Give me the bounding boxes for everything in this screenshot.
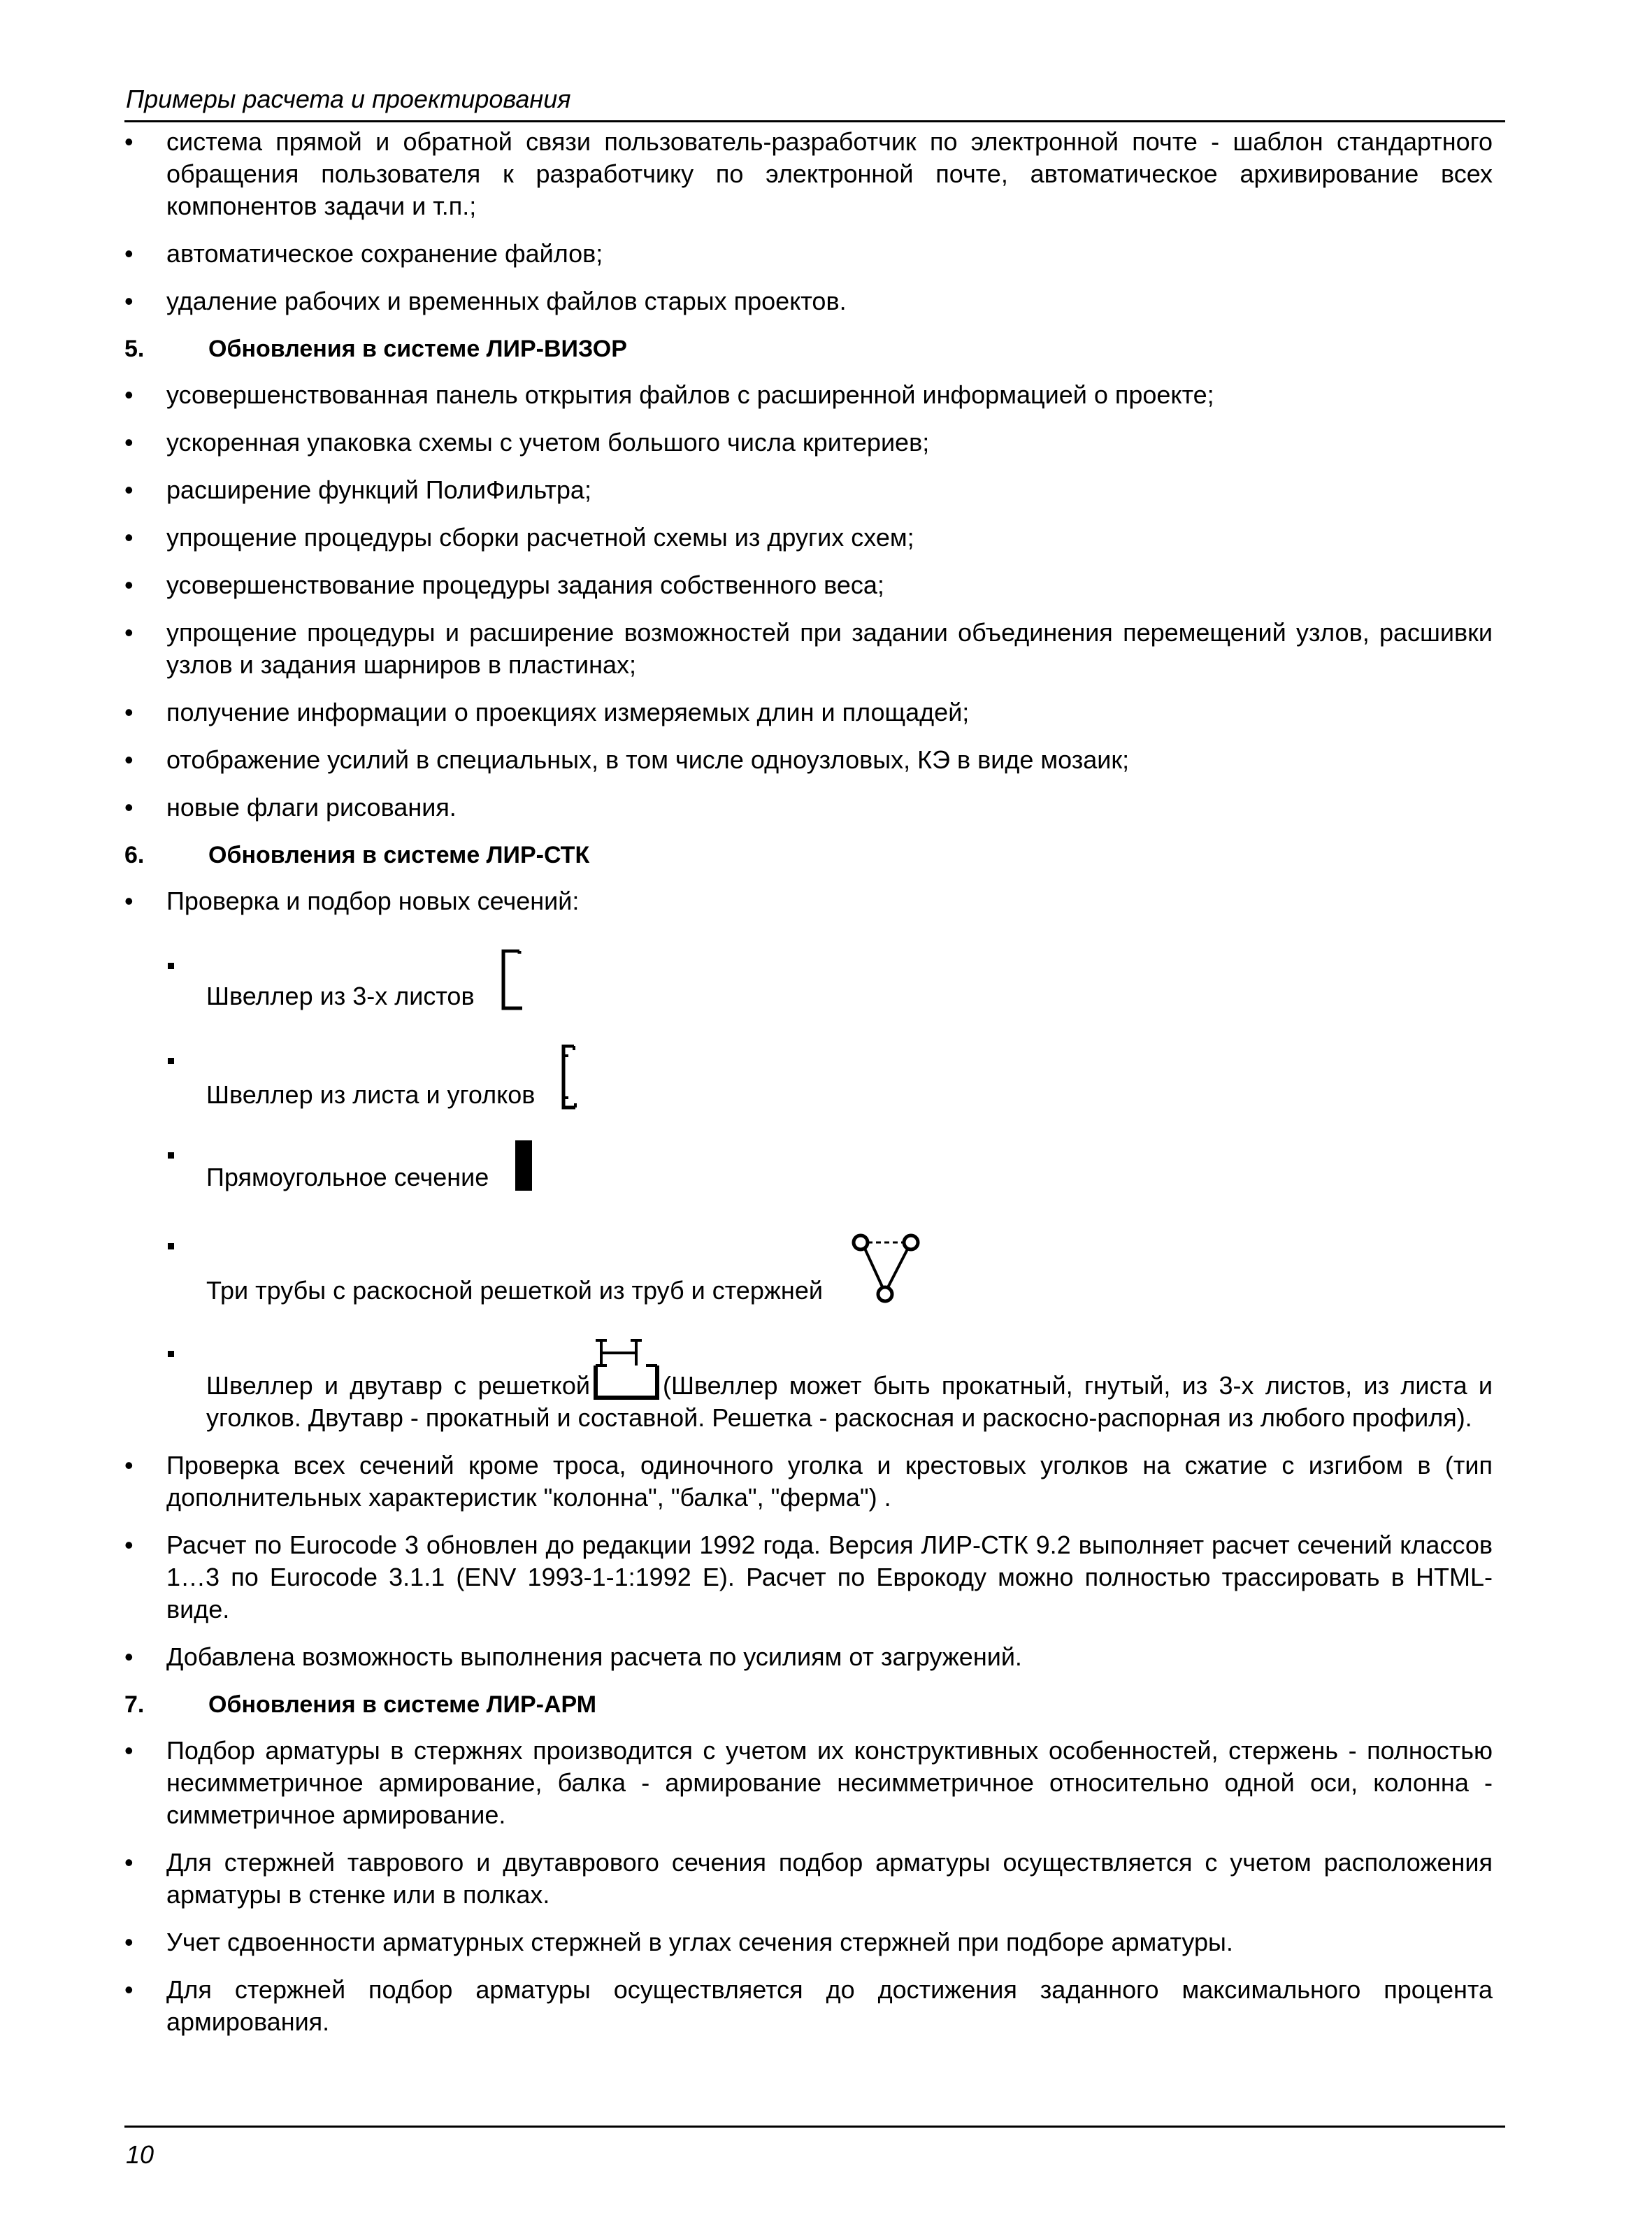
sub-bullet-label: Швеллер и двутавр с решеткой [206,1371,590,1400]
bullet-item: • система прямой и обратной связи пользователь-разработчик по электронной почте - шаблон стандартного обращения пользователя к разработчику по электронной почте, автоматическое архивирование всех компонентов задачи и т.п.; [119,126,1493,222]
sub-bullet-item [119,1045,1493,1111]
channel-three-plates-icon [498,949,526,1012]
page-content [119,126,1493,2054]
bullet-item: • Проверка всех сечений кроме троса, одиночного уголка и крестовых уголков на сжатие с изгибом в (тип дополнительных характеристик "колонна", "балка", "ферма") . [119,1449,1493,1514]
bullet-item: • Подбор арматуры в стержнях производится с учетом их конструктивных особенностей, стержень - полностью несимметричное армирование, балка - армирование несимметричное относительно одной оси, колонна - симметричное армирование. [119,1735,1493,1831]
bullet-item: • ускоренная упаковка схемы с учетом большого числа критериев; [119,427,1493,459]
header-title: Примеры расчета и проектирования [126,85,571,113]
bullet-item: • Проверка и подбор новых сечений: [119,885,1493,917]
sub-bullet-label: Три трубы с раскосной решеткой из труб и стержней [206,1276,823,1305]
section-heading-5 [119,333,1493,365]
section-heading-6 [119,839,1493,871]
sub-bullet-item [119,949,1493,1012]
bullet-item: • получение информации о проекциях измеряемых длин и площадей; [119,696,1493,729]
footer-rule [124,2126,1505,2128]
sub-bullet-item [119,1338,1493,1434]
bullet-item: • автоматическое сохранение файлов; [119,238,1493,270]
section-title: Обновления в системе ЛИР-СТК [208,842,590,868]
bullet-item: • новые флаги рисования. [119,791,1493,824]
bullet-item: • Расчет по Eurocode 3 обновлен до редакции 1992 года. Версия ЛИР-СТК 9.2 выполняет расчет сечений классов 1…3 по Eurocode 3.1.1 (ENV 1993-1-1:1992 E). Расчет по Еврокоду можно полностью трассировать в HTML-виде. [119,1529,1493,1626]
rectangular-section-icon [512,1139,536,1194]
bullet-item: • Учет сдвоенности арматурных стержней в углах сечения стержней при подборе арматуры. [119,1926,1493,1958]
bullet-item: • расширение функций ПолиФильтра; [119,474,1493,506]
bullet-item: • удаление рабочих и временных файлов старых проектов. [119,285,1493,317]
bullet-item: • Для стержней таврового и двутаврового сечения подбор арматуры осуществляется с учетом расположения арматуры в стенке или в полках. [119,1847,1493,1911]
channel-plate-angles-icon [559,1045,587,1111]
bullet-item: • упрощение процедуры и расширение возможностей при задании объединения перемещений узлов, расшивки узлов и задания шарниров в пластинах; [119,617,1493,681]
sub-bullet-label: (Швеллер может быть прокатный, гнутый, из 3-х листов, из листа и уголков. Двутавр - прокатный и составной. Решетка - раскосная и раскосно-распорная из любого профиля). [206,1371,1493,1432]
sub-bullet-label: Швеллер из 3-х листов [206,982,475,1010]
page-number: 10 [126,2140,155,2169]
bullet-item: • Добавлена возможность выполнения расчета по усилиям от загружений. [119,1641,1493,1673]
section-number: 7. [124,1691,145,1718]
sub-bullet-item [119,1139,1493,1194]
bullet-item: • упрощение процедуры сборки расчетной схемы из других схем; [119,522,1493,554]
page-header [124,84,1505,115]
channel-ibeam-lattice-icon [593,1338,663,1402]
section-title: Обновления в системе ЛИР-ВИЗОР [208,336,627,362]
section-number: 6. [124,842,145,868]
section-title: Обновления в системе ЛИР-АРМ [208,1691,597,1718]
three-tubes-lattice-icon [847,1230,924,1307]
section-number: 5. [124,336,145,362]
sub-bullet-item [119,1230,1493,1307]
bullet-item: • усовершенствованная панель открытия файлов с расширенной информацией о проекте; [119,379,1493,411]
bullet-item: • отображение усилий в специальных, в том числе одноузловых, КЭ в виде мозаик; [119,744,1493,776]
page-footer [124,2126,1505,2170]
bullet-item: • усовершенствование процедуры задания собственного веса; [119,569,1493,601]
sub-bullet-label: Швеллер из листа и уголков [206,1080,536,1109]
section-heading-7 [119,1689,1493,1721]
header-rule [124,120,1505,122]
bullet-item: • Для стержней подбор арматуры осуществляется до достижения заданного максимального процента армирования. [119,1974,1493,2038]
sub-bullet-label: Прямоугольное сечение [206,1163,489,1191]
